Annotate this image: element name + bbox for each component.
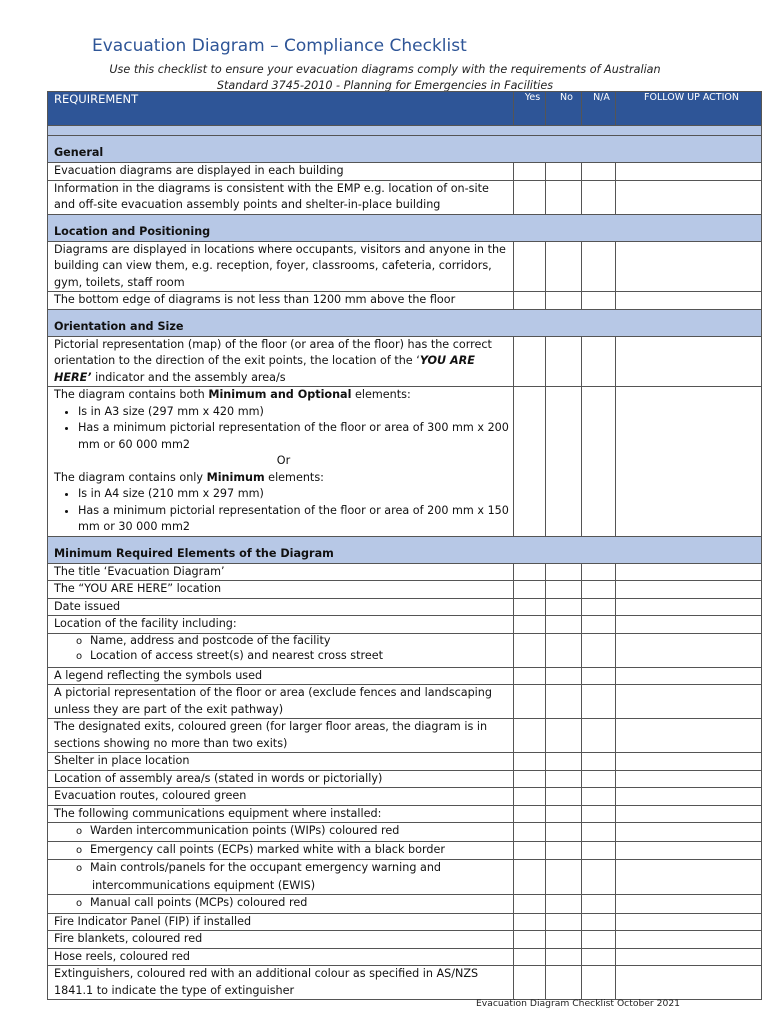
subtitle-line-1: Use this checklist to ensure your evacuation diagrams comply with the requirements of Australian (109, 63, 661, 76)
na-cell[interactable] (582, 598, 616, 616)
follow-up-cell[interactable] (616, 180, 762, 214)
table-row (48, 931, 762, 949)
yes-cell[interactable] (514, 966, 546, 1000)
text-part: The diagram contains both (54, 388, 209, 401)
no-cell[interactable] (546, 841, 582, 860)
sub-item: o Warden intercommunication points (WIPs) coloured red (92, 823, 513, 841)
follow-up-cell[interactable] (616, 931, 762, 949)
no-cell[interactable] (546, 336, 582, 387)
follow-up-cell[interactable] (616, 719, 762, 753)
no-cell[interactable] (546, 581, 582, 599)
yes-cell[interactable] (514, 913, 546, 931)
follow-up-cell[interactable] (616, 770, 762, 788)
header-na: N/A (582, 92, 616, 126)
yes-cell[interactable] (514, 292, 546, 310)
follow-up-cell[interactable] (616, 895, 762, 914)
follow-up-cell[interactable] (616, 841, 762, 860)
na-cell[interactable] (582, 788, 616, 806)
yes-cell[interactable] (514, 598, 546, 616)
na-cell[interactable] (582, 913, 616, 931)
requirement-text (48, 823, 514, 842)
table-row (48, 860, 762, 895)
header-requirement: REQUIREMENT (48, 92, 514, 126)
checklist-table (47, 91, 762, 1000)
you-are-here-text: YOU ARE HERE’ (54, 354, 475, 384)
requirement-text: Location of the facility including: (48, 616, 514, 634)
page-title: Evacuation Diagram – Compliance Checklist (92, 36, 467, 56)
requirement-text: A pictorial representation of the floor or area (exclude fences and landscaping unless they are part of the exit pathway) (48, 685, 514, 719)
na-cell[interactable] (582, 841, 616, 860)
table-row (48, 581, 762, 599)
yes-cell[interactable] (514, 180, 546, 214)
na-cell[interactable] (582, 387, 616, 537)
sub-item: o Emergency call points (ECPs) marked white with a black border (92, 842, 513, 860)
table-row (48, 292, 762, 310)
follow-up-cell[interactable] (616, 966, 762, 1000)
header-no: No (546, 92, 582, 126)
yes-cell[interactable] (514, 719, 546, 753)
table-row (48, 948, 762, 966)
table-row (48, 633, 762, 667)
no-cell[interactable] (546, 753, 582, 771)
sub-item: o Name, address and postcode of the facility (92, 634, 513, 649)
follow-up-cell[interactable] (616, 788, 762, 806)
text-part: elements: (264, 470, 324, 484)
yes-cell[interactable] (514, 770, 546, 788)
requirement-text: The designated exits, coloured green (for larger floor areas, the diagram is in sections showing no more than two exits) (48, 719, 514, 753)
no-cell[interactable] (546, 633, 582, 667)
requirement-text: Evacuation routes, coloured green (48, 788, 514, 806)
follow-up-cell[interactable] (616, 913, 762, 931)
table-row (48, 667, 762, 685)
requirement-text: Shelter in place location (48, 753, 514, 771)
requirement-text (48, 841, 514, 860)
table-row (48, 163, 762, 181)
table-row (48, 241, 762, 292)
no-cell[interactable] (546, 163, 582, 181)
table-row (48, 563, 762, 581)
text-part: Pictorial representation (map) of the floor (or area of the floor) has the correct orientation to the direction of the exit points, the location of the ‘ (54, 337, 492, 367)
na-cell[interactable] (582, 180, 616, 214)
no-cell[interactable] (546, 563, 582, 581)
requirement-text: Location of assembly area/s (stated in words or pictorially) (48, 770, 514, 788)
no-cell[interactable] (546, 823, 582, 842)
na-cell[interactable] (582, 667, 616, 685)
text-part: The diagram contains only (54, 470, 207, 484)
no-cell[interactable] (546, 770, 582, 788)
requirement-text (48, 633, 514, 667)
follow-up-cell[interactable] (616, 948, 762, 966)
yes-cell[interactable] (514, 753, 546, 771)
table-row (48, 719, 762, 753)
table-row (48, 966, 762, 1000)
yes-cell[interactable] (514, 823, 546, 842)
follow-up-cell[interactable] (616, 860, 762, 895)
table-row (48, 387, 762, 537)
yes-cell[interactable] (514, 860, 546, 895)
na-cell[interactable] (582, 292, 616, 310)
yes-cell[interactable] (514, 685, 546, 719)
yes-cell[interactable] (514, 805, 546, 823)
header-yes: Yes (514, 92, 546, 126)
table-row (48, 685, 762, 719)
na-cell[interactable] (582, 753, 616, 771)
text-part: elements: (351, 388, 411, 401)
no-cell[interactable] (546, 667, 582, 685)
na-cell[interactable] (582, 336, 616, 387)
na-cell[interactable] (582, 805, 616, 823)
table-row (48, 913, 762, 931)
follow-up-cell[interactable] (616, 823, 762, 842)
requirement-text: Diagrams are displayed in locations where occupants, visitors and anyone in the building can view them, e.g. reception, foyer, classrooms, cafeteria, corridors, gym, toilets, staff room (48, 241, 514, 292)
no-cell[interactable] (546, 860, 582, 895)
subtitle-line-2: Standard 3745-2010 - Planning for Emergencies in Facilities (216, 79, 554, 92)
table-row (48, 805, 762, 823)
follow-up-cell[interactable] (616, 667, 762, 685)
requirement-text: Hose reels, coloured red (48, 948, 514, 966)
page-footer: Evacuation Diagram Checklist October 2021 (476, 998, 681, 1009)
na-cell[interactable] (582, 966, 616, 1000)
section-orientation (48, 309, 762, 336)
requirement-text (48, 895, 514, 914)
yes-cell[interactable] (514, 336, 546, 387)
table-row (48, 895, 762, 914)
follow-up-cell[interactable] (616, 336, 762, 387)
follow-up-cell[interactable] (616, 685, 762, 719)
na-cell[interactable] (582, 823, 616, 842)
yes-cell[interactable] (514, 387, 546, 537)
yes-cell[interactable] (514, 241, 546, 292)
table-row (48, 788, 762, 806)
no-cell[interactable] (546, 948, 582, 966)
no-cell[interactable] (546, 788, 582, 806)
na-cell[interactable] (582, 633, 616, 667)
na-cell[interactable] (582, 770, 616, 788)
sub-item: o Location of access street(s) and nearest cross street (92, 649, 513, 664)
yes-cell[interactable] (514, 788, 546, 806)
section-minimum (48, 536, 762, 563)
header-follow-up: FOLLOW UP ACTION (616, 92, 762, 126)
requirement-text: Fire Indicator Panel (FIP) if installed (48, 913, 514, 931)
table-row (48, 336, 762, 387)
requirement-text: Date issued (48, 598, 514, 616)
follow-up-cell[interactable] (616, 616, 762, 634)
sub-item: o Manual call points (MCPs) coloured red (92, 895, 513, 913)
follow-up-cell[interactable] (616, 598, 762, 616)
bullet-item: • Has a minimum pictorial representation of the floor or area of 200 mm x 150 mm or 30 000 mm2 (78, 503, 513, 536)
section-heading: Location and Positioning (48, 214, 762, 241)
requirement-text: A legend reflecting the symbols used (48, 667, 514, 685)
no-cell[interactable] (546, 931, 582, 949)
bold-text: Minimum (206, 470, 265, 484)
table-row (48, 753, 762, 771)
table-row (48, 823, 762, 842)
follow-up-cell[interactable] (616, 563, 762, 581)
requirement-text: The title ‘Evacuation Diagram’ (48, 563, 514, 581)
no-cell[interactable] (546, 292, 582, 310)
yes-cell[interactable] (514, 948, 546, 966)
section-heading: Orientation and Size (48, 309, 762, 336)
na-cell[interactable] (582, 616, 616, 634)
na-cell[interactable] (582, 241, 616, 292)
bullet-item: • Has a minimum pictorial representation of the floor or area of 300 mm x 200 mm or 60 000 mm2 (78, 420, 513, 453)
no-cell[interactable] (546, 966, 582, 1000)
follow-up-cell[interactable] (616, 292, 762, 310)
na-cell[interactable] (582, 163, 616, 181)
yes-cell[interactable] (514, 581, 546, 599)
bold-text: Minimum and Optional (208, 388, 352, 401)
yes-cell[interactable] (514, 163, 546, 181)
follow-up-cell[interactable] (616, 753, 762, 771)
na-cell[interactable] (582, 685, 616, 719)
table-header (48, 92, 762, 126)
table-row (48, 180, 762, 214)
no-cell[interactable] (546, 685, 582, 719)
follow-up-cell[interactable] (616, 387, 762, 537)
no-cell[interactable] (546, 180, 582, 214)
no-cell[interactable] (546, 895, 582, 914)
requirement-text: The following communications equipment where installed: (48, 805, 514, 823)
na-cell[interactable] (582, 563, 616, 581)
no-cell[interactable] (546, 805, 582, 823)
section-heading: General (48, 136, 762, 163)
section-heading: Minimum Required Elements of the Diagram (48, 536, 762, 563)
or-text: Or (276, 454, 291, 467)
table-row (48, 841, 762, 860)
na-cell[interactable] (582, 581, 616, 599)
no-cell[interactable] (546, 913, 582, 931)
follow-up-cell[interactable] (616, 241, 762, 292)
requirement-text: Evacuation diagrams are displayed in each building (48, 163, 514, 181)
bullet-item: • Is in A3 size (297 mm x 420 mm) (78, 404, 513, 421)
section-location (48, 214, 762, 241)
no-cell[interactable] (546, 598, 582, 616)
yes-cell[interactable] (514, 616, 546, 634)
requirement-text: Fire blankets, coloured red (48, 931, 514, 949)
yes-cell[interactable] (514, 895, 546, 914)
section-general (48, 136, 762, 163)
requirement-text (48, 387, 514, 537)
sub-item: o Main controls/panels for the occupant emergency warning and intercommunications equipment (EWIS) (92, 860, 513, 894)
requirement-text: Information in the diagrams is consistent with the EMP e.g. location of on-site and off-site evacuation assembly points and shelter-in-place building (48, 180, 514, 214)
table-row (48, 770, 762, 788)
requirement-text: The bottom edge of diagrams is not less than 1200 mm above the floor (48, 292, 514, 310)
follow-up-cell[interactable] (616, 805, 762, 823)
text-part: indicator and the assembly area/s (91, 370, 286, 384)
na-cell[interactable] (582, 931, 616, 949)
requirement-text: The “YOU ARE HERE” location (48, 581, 514, 599)
no-cell[interactable] (546, 719, 582, 753)
table-row (48, 616, 762, 634)
follow-up-cell[interactable] (616, 581, 762, 599)
yes-cell[interactable] (514, 931, 546, 949)
no-cell[interactable] (546, 387, 582, 537)
na-cell[interactable] (582, 895, 616, 914)
no-cell[interactable] (546, 241, 582, 292)
no-cell[interactable] (546, 616, 582, 634)
na-cell[interactable] (582, 860, 616, 895)
requirement-text (48, 336, 514, 387)
yes-cell[interactable] (514, 563, 546, 581)
na-cell[interactable] (582, 719, 616, 753)
yes-cell[interactable] (514, 667, 546, 685)
na-cell[interactable] (582, 948, 616, 966)
bullet-item: • Is in A4 size (210 mm x 297 mm) (78, 486, 513, 503)
requirement-text (48, 860, 514, 895)
follow-up-cell[interactable] (616, 163, 762, 181)
subtitle (60, 62, 710, 94)
requirement-text: Extinguishers, coloured red with an additional colour as specified in AS/NZS 1841.1 to indicate the type of extinguisher (48, 966, 514, 1000)
yes-cell[interactable] (514, 633, 546, 667)
table-row (48, 598, 762, 616)
follow-up-cell[interactable] (616, 633, 762, 667)
yes-cell[interactable] (514, 841, 546, 860)
